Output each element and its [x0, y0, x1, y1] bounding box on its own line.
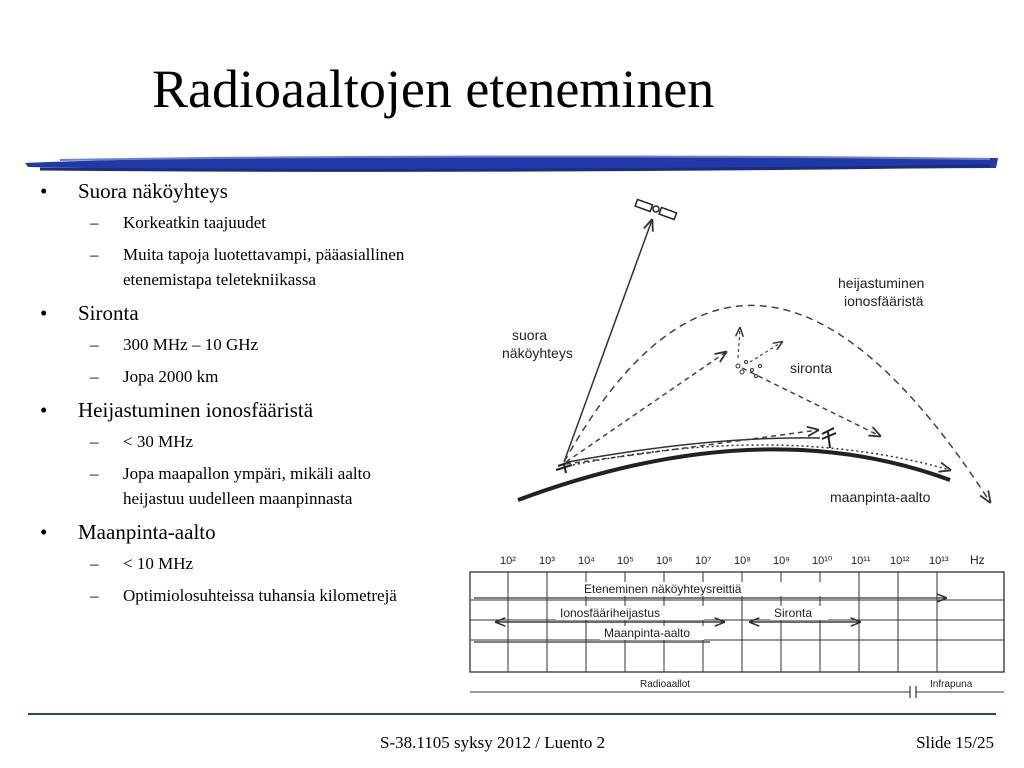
propagation-figure — [460, 190, 1020, 700]
bullet-text: Heijastuminen ionosfääristä — [78, 398, 314, 422]
sub-bullet-text: – Jopa maapallon ympäri, mikäli aalto heijastuu uudelleen maanpinnasta — [123, 464, 371, 508]
direct-label: suora — [512, 327, 548, 343]
ionosphere-label: heijastuminen — [838, 275, 925, 291]
scatter-label: sironta — [790, 360, 833, 376]
radio-waves-label: Radioaallot — [640, 679, 691, 690]
sub-bullet — [40, 551, 440, 576]
receiver-antenna-icon — [822, 428, 836, 448]
bullet-list — [40, 178, 440, 608]
band-ionospheric: Ionosfääriheijastus — [560, 606, 661, 620]
sub-bullet-text: – < 30 MHz — [123, 432, 194, 451]
scatter-ray-top — [738, 328, 740, 358]
direct-ray — [564, 220, 652, 462]
sub-bullet-text: – 300 MHz – 10 GHz — [123, 335, 259, 354]
sub-bullet — [40, 583, 440, 608]
sub-bullet — [40, 461, 440, 511]
slide-title: Radioaaltojen eteneminen — [152, 59, 715, 119]
bullet-text: Sironta — [78, 301, 139, 325]
frequency-tick-label: 10⁶ — [656, 555, 673, 567]
sub-bullet-text: – Optimiolosuhteissa tuhansia kilometrejä — [123, 586, 397, 605]
scatter-particles — [736, 361, 762, 378]
bullet-line-of-sight — [40, 178, 440, 292]
hz-unit: Hz — [970, 553, 985, 567]
frequency-tick-label: 10³ — [539, 555, 555, 567]
sub-bullet — [40, 332, 440, 357]
frequency-tick-label: 10² — [500, 555, 516, 567]
band-scatter: Sironta — [774, 606, 813, 620]
sub-bullet — [40, 242, 440, 292]
footer-course: S-38.1105 syksy 2012 / Luento 2 — [380, 733, 606, 752]
band-ground-wave: Maanpinta-aalto — [604, 626, 691, 640]
frequency-tick-label: 10¹¹ — [851, 555, 871, 567]
footer-divider — [28, 713, 996, 715]
scatter-ray-side — [750, 342, 782, 362]
sub-bullet-text: – Jopa 2000 km — [123, 367, 219, 386]
bullet-ionosphere — [40, 397, 440, 511]
sub-bullet-text: – < 10 MHz — [123, 554, 194, 573]
sub-bullet-text: – Korkeatkin taajuudet — [123, 213, 267, 232]
frequency-tick-label: 10⁸ — [734, 555, 751, 567]
bullet-ground-wave — [40, 519, 440, 608]
frequency-tick-label: 10⁷ — [695, 555, 712, 567]
bullet-scatter — [40, 300, 440, 389]
frequency-tick-label: 10¹² — [890, 555, 910, 567]
frequency-tick-label: 10⁹ — [773, 555, 790, 567]
ionosphere-label: ionosfääristä — [844, 293, 924, 309]
frequency-scale — [470, 553, 1004, 698]
scatter-ray-down — [742, 368, 880, 436]
direct-label: näköyhteys — [502, 345, 573, 361]
sub-bullet — [40, 210, 440, 235]
sub-bullet — [40, 364, 440, 389]
bullet-text: Maanpinta-aalto — [78, 520, 216, 544]
frequency-tick-label: 10¹⁰ — [812, 555, 833, 567]
frequency-tick-label: 10¹³ — [929, 555, 949, 567]
ground-wave-label: maanpinta-aalto — [830, 489, 931, 505]
frequency-tick-label: 10⁵ — [617, 555, 634, 567]
title-underline-brush — [0, 150, 1024, 178]
frequency-tick-label: 10⁴ — [578, 555, 595, 567]
sub-bullet — [40, 429, 440, 454]
footer-slide-number: Slide 15/25 — [916, 733, 994, 752]
sub-bullet-text: – Muita tapoja luotettavampi, pääasiallinen etenemistapa teletekniikassa — [123, 245, 405, 289]
satellite-icon — [635, 199, 676, 219]
bullet-text: Suora näköyhteys — [78, 179, 228, 203]
infrared-label: Infrapuna — [930, 679, 973, 690]
band-line-of-sight: Eteneminen näköyhteysreittiä — [584, 582, 742, 596]
